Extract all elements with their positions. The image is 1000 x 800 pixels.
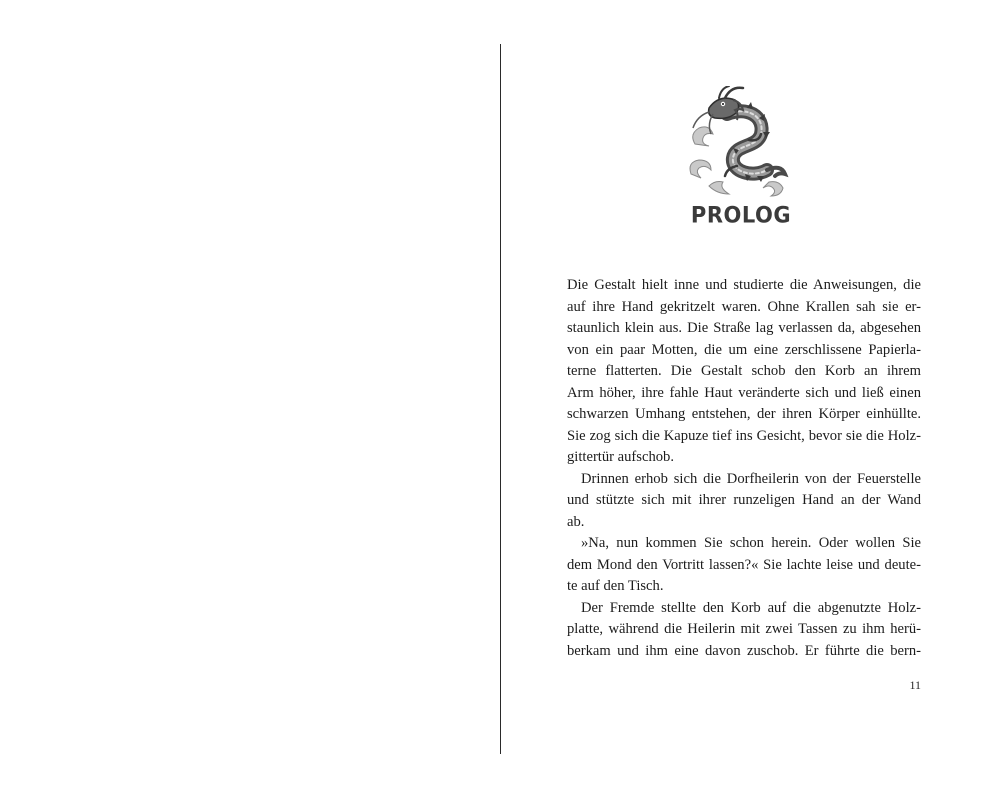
text-line: auf ihre Hand gekritzelt waren. Ohne Krallen sah sie er- — [567, 298, 921, 315]
chapter-title: PROLOG — [690, 202, 792, 228]
text-line: gittertür aufschob. — [567, 449, 674, 465]
text-line: te auf den Tisch. — [567, 578, 664, 594]
text-line: Die Gestalt hielt inne und studierte die Anweisungen, die — [567, 277, 921, 293]
right-page — [501, 0, 1000, 800]
text-line: platte, während die Heilerin mit zwei Tassen zu ihm herü- — [567, 621, 921, 637]
page-number: 11 — [909, 678, 921, 692]
dragon-emblem-icon — [687, 86, 793, 198]
text-line: Arm höher, ihre fahle Haut veränderte sich und ließ einen — [567, 384, 921, 401]
text-line: von ein paar Motten, die um eine zerschlissene Papierla- — [567, 341, 921, 358]
text-line: staunlich klein aus. Die Straße lag verlassen da, abgesehen — [567, 320, 921, 336]
text-line: Sie zog sich die Kapuze tief ins Gesicht, bevor sie die Holz- — [567, 427, 921, 444]
text-line: Der Fremde stellte den Korb auf die abgenutzte Holz- — [581, 599, 921, 616]
text-line: dem Mond den Vortritt lassen?« Sie lachte leise und deute- — [567, 556, 921, 573]
text-line: ab. — [567, 513, 585, 530]
text-line: berkam und ihm eine davon zuschob. Er führte die bern- — [567, 642, 921, 659]
text-line: schwarzen Umhang entstehen, der ihren Körper einhüllte. — [567, 406, 921, 422]
body-text — [567, 275, 921, 662]
text-line: und stützte sich mit ihrer runzeligen Hand an der Wand — [567, 492, 921, 508]
text-line: terne flatterten. Die Gestalt schob den Korb an ihrem — [567, 363, 921, 379]
text-line: »Na, nun kommen Sie schon herein. Oder wollen Sie — [581, 535, 921, 551]
text-line: Drinnen erhob sich die Dorfheilerin von der Feuerstelle — [581, 470, 921, 487]
